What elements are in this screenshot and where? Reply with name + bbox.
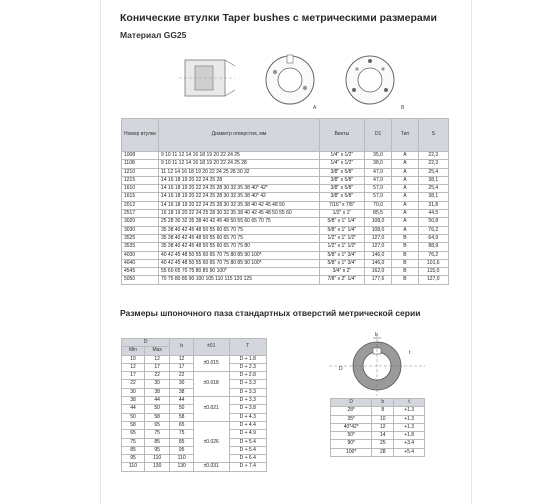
table-cell: D + 5.4	[229, 446, 266, 454]
table-cell: D + 3.3	[229, 380, 266, 388]
table-cell: 1615	[122, 193, 159, 201]
table-cell: 14	[372, 432, 394, 440]
table-cell: 12	[372, 423, 394, 431]
table-cell: 177,6	[364, 276, 391, 284]
table-row	[122, 193, 449, 201]
table-cell: 35*	[331, 415, 372, 423]
table-cell: 14 16 18 19 20 22 24 25 28 30 32 35 38 40* 42	[158, 193, 319, 201]
table-row	[122, 259, 449, 267]
slot-col-b: b	[372, 399, 394, 407]
table-cell: 4030	[122, 251, 159, 259]
table-cell: 115,0	[418, 268, 448, 276]
table-cell: 65	[144, 421, 169, 429]
table-cell: 5/8" x 1" 1/4"	[319, 226, 364, 234]
table-cell: 3/8" x 5/8"	[319, 168, 364, 176]
col-screws: Винты	[319, 119, 364, 152]
table-cell: 35 38 40 42 45 48 50 55 60 65 70 75	[158, 234, 319, 242]
table-cell: 22,3	[418, 160, 448, 168]
table-cell: 17	[144, 363, 169, 371]
table-cell: 127,0	[364, 234, 391, 242]
table-cell: 146,0	[364, 251, 391, 259]
diagram-label-d: D	[339, 366, 343, 372]
table-cell: 85	[170, 438, 193, 446]
table-row	[122, 251, 449, 259]
table-cell: 85	[144, 438, 169, 446]
table-cell: D + 7.4	[229, 463, 266, 471]
table-cell: 22	[122, 380, 145, 388]
table-cell: 1/4" x 1/2"	[319, 152, 364, 160]
table-row	[122, 185, 449, 193]
table-cell: A	[392, 201, 418, 209]
table-cell: 28	[372, 448, 394, 456]
table-cell: 12	[122, 363, 145, 371]
table-cell: D + 2.3	[229, 363, 266, 371]
table-cell: 1008	[122, 152, 159, 160]
table-cell: A	[392, 160, 418, 168]
table-cell: +5.4	[394, 448, 425, 456]
table-row	[122, 463, 267, 471]
table-cell: 4040	[122, 259, 159, 267]
col-bush-number: Номер втулки	[122, 119, 159, 152]
table-cell: 40 42 45 48 50 55 60 65 70 75 80 85 90 100*	[158, 259, 319, 267]
table-cell: D + 6.4	[229, 455, 266, 463]
table-cell: 8	[372, 407, 394, 415]
table-cell: A	[392, 218, 418, 226]
table-cell: 1/4" x 1/2"	[319, 160, 364, 168]
table-cell: 2517	[122, 210, 159, 218]
table-cell: 14 16 18 19 20 22 24 25 28	[158, 176, 319, 184]
table-cell: 95	[122, 455, 145, 463]
table-cell: 14 16 18 19 20 22 24 25 28 30 32 35 38 40 42 45 48 50	[158, 201, 319, 209]
table-cell: 30	[144, 380, 169, 388]
table-row	[122, 355, 267, 363]
keyway-section-diagram	[325, 330, 435, 398]
table-row	[122, 168, 449, 176]
table-cell: B	[392, 243, 418, 251]
table-cell: 17	[170, 363, 193, 371]
table-cell: 101,6	[418, 259, 448, 267]
table-cell: 25 28 30 32 35 38 40 42 45 48 50 55 60 65 70 75	[158, 218, 319, 226]
table-cell: 1210	[122, 168, 159, 176]
table-cell: B	[392, 259, 418, 267]
table-cell: 75	[122, 438, 145, 446]
table-cell: 162,0	[364, 268, 391, 276]
table-cell: 10	[372, 415, 394, 423]
table-cell: D + 4.9	[229, 430, 266, 438]
table-cell: A	[392, 210, 418, 218]
table-cell: 40 42 45 48 50 55 60 65 70 75 80 85 90 100*	[158, 251, 319, 259]
table-cell: 38,0	[364, 160, 391, 168]
col-bore-diameter: Диаметр отверстия, мм	[158, 119, 319, 152]
table-cell: 5050	[122, 276, 159, 284]
table-cell: 100*	[331, 448, 372, 456]
table-cell: 17	[122, 372, 145, 380]
table-cell: 58	[122, 421, 145, 429]
table-cell: 3/4" x 2"	[319, 268, 364, 276]
table-cell: 1215	[122, 176, 159, 184]
table-row	[122, 372, 267, 380]
table-cell: 70,0	[364, 201, 391, 209]
table-cell: 25,4	[418, 185, 448, 193]
table-cell: 76,2	[418, 251, 448, 259]
table-cell: 3/8" x 5/8"	[319, 193, 364, 201]
table-cell: 58	[170, 413, 193, 421]
table-cell: +1.3	[394, 423, 425, 431]
col-t: T	[229, 339, 266, 356]
table-cell: 3/8" x 5/8"	[319, 176, 364, 184]
table-cell: 22,3	[418, 152, 448, 160]
table-cell: +1.3	[394, 407, 425, 415]
diagram-label-b: b	[375, 332, 378, 338]
table-row	[122, 234, 449, 242]
table-cell: 31,8	[418, 201, 448, 209]
table-cell: 12	[170, 355, 193, 363]
table-cell: 47,0	[364, 168, 391, 176]
table-cell: D + 1.8	[229, 355, 266, 363]
table-cell: +1.8	[394, 432, 425, 440]
tolerance-cell: ±0.018	[193, 372, 229, 397]
page-title: Конические втулки Taper bushes с метрическими размерами	[120, 12, 437, 24]
table-cell: 47,0	[364, 176, 391, 184]
bushing-dimensions-table	[121, 118, 449, 285]
table-row	[331, 432, 425, 440]
table-cell: 75	[170, 430, 193, 438]
col-s: S	[418, 119, 448, 152]
table-cell: D + 4.4	[229, 421, 266, 429]
table-cell: 65	[122, 430, 145, 438]
table-cell: 146,0	[364, 259, 391, 267]
table-cell: 50*	[331, 432, 372, 440]
table-cell: 1/2" x 1" 1/2"	[319, 234, 364, 242]
tolerance-cell: ±0.015	[193, 355, 229, 372]
table-cell: 5/8" x 1" 1/4"	[319, 218, 364, 226]
table-cell: 1/2" x 1" 1/2"	[319, 243, 364, 251]
table-cell: 70 75 80 85 90 100 105 110 115 120 125	[158, 276, 319, 284]
col-type: Тип	[392, 119, 418, 152]
table-cell: 110	[122, 463, 145, 471]
table-cell: 64,9	[418, 234, 448, 242]
table-row	[122, 421, 267, 429]
col-b: b	[170, 339, 193, 356]
table-cell: 110	[170, 455, 193, 463]
table-cell: D + 3.8	[229, 405, 266, 413]
table-cell: 25,4	[418, 168, 448, 176]
table-cell: 75	[144, 430, 169, 438]
keyway-section-title: Размеры шпоночного паза стандартных отверстий метрической серии	[120, 308, 421, 318]
table-cell: 9 10 11 12 14 16 18 19 20 22 24 25	[158, 152, 319, 160]
col-max: Max	[144, 347, 169, 355]
table-cell: A	[392, 193, 418, 201]
table-cell: 44	[170, 397, 193, 405]
table-cell: 1/2" x 1"	[319, 210, 364, 218]
table-row	[331, 448, 425, 456]
table-row	[331, 415, 425, 423]
table-cell: 130	[170, 463, 193, 471]
table-row	[122, 152, 449, 160]
keyway-table	[121, 338, 267, 472]
table-row	[122, 210, 449, 218]
table-row	[331, 440, 425, 448]
table-cell: 127,0	[364, 243, 391, 251]
table-cell: 5/8" x 1" 3/4"	[319, 251, 364, 259]
col-tol: ±01	[193, 339, 229, 356]
table-cell: 1610	[122, 185, 159, 193]
table-cell: 44,5	[418, 210, 448, 218]
table-row	[122, 218, 449, 226]
table-cell: 3020	[122, 218, 159, 226]
table-cell: 65	[170, 421, 193, 429]
table-cell: 50	[122, 413, 145, 421]
table-row	[331, 407, 425, 415]
table-cell: 76,2	[418, 226, 448, 234]
table-row	[122, 268, 449, 276]
table-cell: 85	[122, 446, 145, 454]
diagram-label-t: t	[409, 350, 411, 356]
table-cell: 57,0	[364, 193, 391, 201]
table-row	[122, 160, 449, 168]
table-cell: 22	[144, 372, 169, 380]
table-row	[122, 201, 449, 209]
table-cell: 38,1	[418, 176, 448, 184]
table-cell: 58	[144, 413, 169, 421]
table-cell: A	[392, 185, 418, 193]
tolerance-cell: ±0.026	[193, 421, 229, 462]
table-cell: 95	[170, 446, 193, 454]
table-cell: +3.4	[394, 440, 425, 448]
col-min: Min	[122, 347, 145, 355]
table-cell: 16 18 19 20 22 24 25 28 30 32 35 38 40 42 45 48 50 55 60	[158, 210, 319, 218]
table-cell: 35 38 40 42 45 48 50 55 60 65 70 75 80	[158, 243, 319, 251]
table-cell: A	[392, 226, 418, 234]
table-cell: 7/16" x 7/8"	[319, 201, 364, 209]
table-cell: 12	[144, 355, 169, 363]
table-cell: 38	[122, 397, 145, 405]
table-cell: B	[392, 234, 418, 242]
table-cell: 14 16 18 19 20 22 24 25 28 30 32 35 38 40* 42*	[158, 185, 319, 193]
label-b: B	[401, 105, 405, 111]
table-row	[122, 226, 449, 234]
table-cell: 44	[122, 405, 145, 413]
table-cell: D + 4.3	[229, 413, 266, 421]
table-cell: B	[392, 268, 418, 276]
table-cell: 38	[170, 388, 193, 396]
table-cell: 108,0	[364, 226, 391, 234]
table-row	[122, 276, 449, 284]
table-cell: 127,0	[418, 276, 448, 284]
col-d: D	[122, 339, 170, 347]
table-cell: 25	[372, 440, 394, 448]
material-label: Материал GG25	[120, 30, 187, 40]
table-row	[331, 423, 425, 431]
table-cell: 1108	[122, 160, 159, 168]
table-cell: 50,8	[418, 218, 448, 226]
table-cell: D + 2.8	[229, 372, 266, 380]
table-cell: A	[392, 152, 418, 160]
bushing-front-view-b	[335, 52, 410, 112]
label-a: A	[313, 105, 317, 111]
slot-col-t: t	[394, 399, 425, 407]
table-cell: 95	[144, 446, 169, 454]
table-cell: 3030	[122, 226, 159, 234]
table-cell: 57,0	[364, 185, 391, 193]
table-cell: 11 12 14 16 18 19 20 22 24 25 28 30 32	[158, 168, 319, 176]
table-cell: 7/8" x 2" 1/4"	[319, 276, 364, 284]
table-cell: 130	[144, 463, 169, 471]
table-row	[122, 397, 267, 405]
table-cell: 3535	[122, 243, 159, 251]
table-row	[122, 243, 449, 251]
table-cell: 10	[122, 355, 145, 363]
table-cell: 5/8" x 1" 3/4"	[319, 259, 364, 267]
slot-col-d: D	[331, 399, 372, 407]
table-cell: 30	[122, 388, 145, 396]
slot-table	[330, 398, 425, 457]
col-d1: D1	[364, 119, 391, 152]
table-cell: B	[392, 251, 418, 259]
tolerance-cell: ±0.021	[193, 397, 229, 422]
bushing-side-view	[175, 52, 245, 102]
table-cell: 4545	[122, 268, 159, 276]
bushing-front-view-a	[255, 52, 325, 112]
table-cell: 40*42*	[331, 423, 372, 431]
table-cell: 9 10 11 12 14 16 18 19 20 22 24 25 28	[158, 160, 319, 168]
table-cell: 30	[170, 380, 193, 388]
table-cell: D + 3.3	[229, 397, 266, 405]
table-cell: 55 60 65 70 75 80 85 90 100*	[158, 268, 319, 276]
table-cell: A	[392, 168, 418, 176]
table-cell: D + 3.3	[229, 388, 266, 396]
table-cell: 90*	[331, 440, 372, 448]
table-cell: 38	[144, 388, 169, 396]
table-cell: +1.3	[394, 415, 425, 423]
table-header-row	[122, 119, 449, 152]
table-cell: 22	[170, 372, 193, 380]
table-cell: 108,0	[364, 218, 391, 226]
table-cell: 28*	[331, 407, 372, 415]
table-cell: D + 5.4	[229, 438, 266, 446]
table-row	[122, 176, 449, 184]
table-cell: 35,0	[364, 152, 391, 160]
table-cell: 35 38 40 42 45 48 50 55 60 65 70 75	[158, 226, 319, 234]
table-cell: 3525	[122, 234, 159, 242]
table-cell: 50	[144, 405, 169, 413]
table-cell: 50	[170, 405, 193, 413]
tolerance-cell: ±0.031	[193, 463, 229, 471]
table-cell: 85,5	[364, 210, 391, 218]
table-cell: 110	[144, 455, 169, 463]
table-cell: B	[392, 276, 418, 284]
table-cell: 3/8" x 5/8"	[319, 185, 364, 193]
table-cell: 2012	[122, 201, 159, 209]
table-cell: 88,9	[418, 243, 448, 251]
table-cell: 38,1	[418, 193, 448, 201]
table-cell: A	[392, 176, 418, 184]
table-cell: 44	[144, 397, 169, 405]
